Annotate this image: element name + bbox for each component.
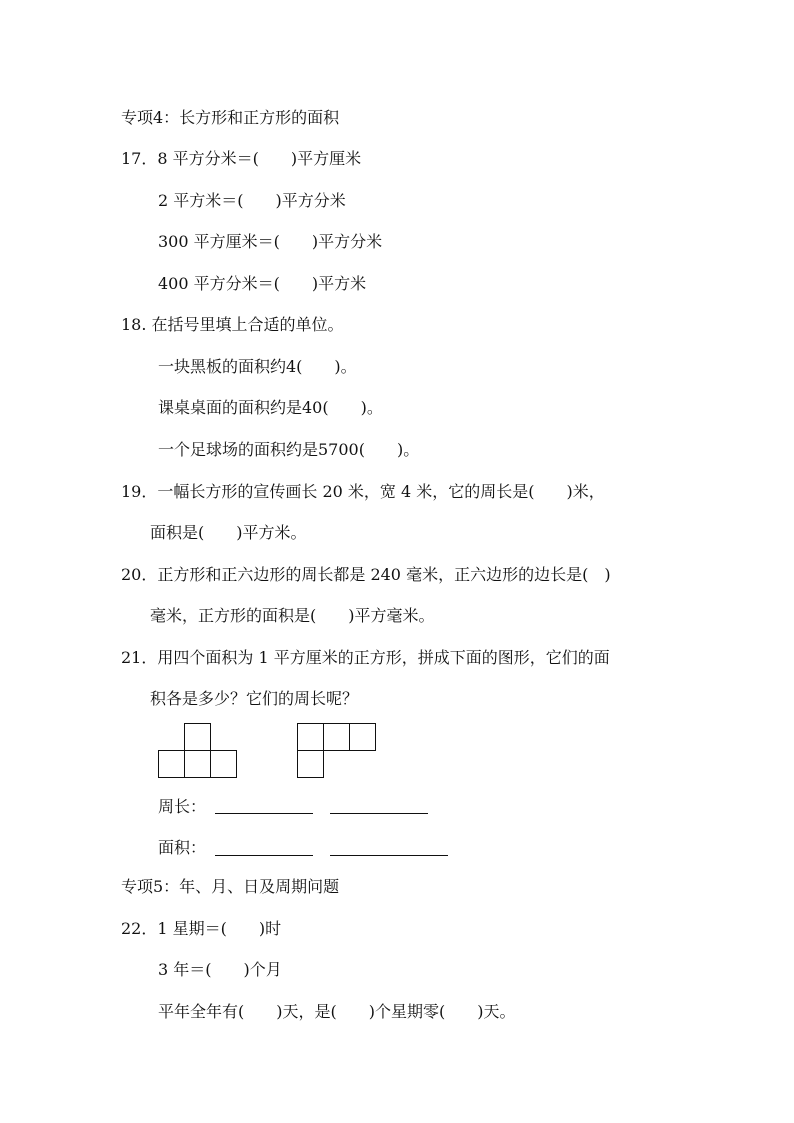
figure2-square-top-left [298,724,324,751]
q20-line2: 毫米，正方形的面积是( )平方毫米。 [150,606,435,625]
figure1-square-right [211,751,237,778]
q17-line1: 17．8 平方分米＝( )平方厘米 [121,149,362,168]
q17-line4: 400 平方分米＝( )平方米 [158,274,367,293]
q17-line3: 300 平方厘米＝( )平方分米 [158,232,383,251]
q18-line2: 一块黑板的面积约4( )。 [158,357,357,376]
perimeter-answer-line-1[interactable] [215,813,313,814]
q18-line3: 课桌桌面的面积约是40( )。 [158,398,383,417]
q22-line3: 平年全年有( )天，是( )个星期零( )天。 [158,1002,516,1021]
area-answer-line-1[interactable] [215,855,313,856]
perimeter-label: 周长： [158,797,207,816]
figure-t-shape [158,723,240,779]
q19-line2: 面积是( )平方米。 [150,523,307,542]
area-answer-line-2[interactable] [330,855,448,856]
q21-line1: 21．用四个面积为 1 平方厘米的正方形，拼成下面的图形，它们的面 [121,648,610,667]
figure1-square-middle [185,751,211,778]
q17-line2: 2 平方米＝( )平方分米 [158,191,346,210]
q21-line2: 积各是多少？它们的周长呢？ [150,689,359,708]
q22-line1: 22．1 星期＝( )时 [121,919,282,938]
figure2-square-top-middle [324,724,350,751]
q22-line2: 3 年＝( )个月 [158,960,282,979]
section4-title: 专项4：长方形和正方形的面积 [121,108,340,127]
figure-l-shape [297,723,379,779]
q18-line4: 一个足球场的面积约是5700( )。 [158,440,420,459]
figure1-square-top [185,724,211,751]
figure2-square-top-right [350,724,376,751]
q20-line1: 20．正方形和正六边形的周长都是 240 毫米，正六边形的边长是( ) [121,565,611,584]
perimeter-answer-line-2[interactable] [330,813,428,814]
area-label: 面积： [158,838,207,857]
q18-line1: 18. 在括号里填上合适的单位。 [121,315,344,334]
q19-line1: 19．一幅长方形的宣传画长 20 米，宽 4 米，它的周长是( )米， [121,482,605,501]
section5-title: 专项5：年、月、日及周期问题 [121,877,340,896]
figure1-square-left [159,751,185,778]
figure2-square-bottom-left [298,751,324,778]
